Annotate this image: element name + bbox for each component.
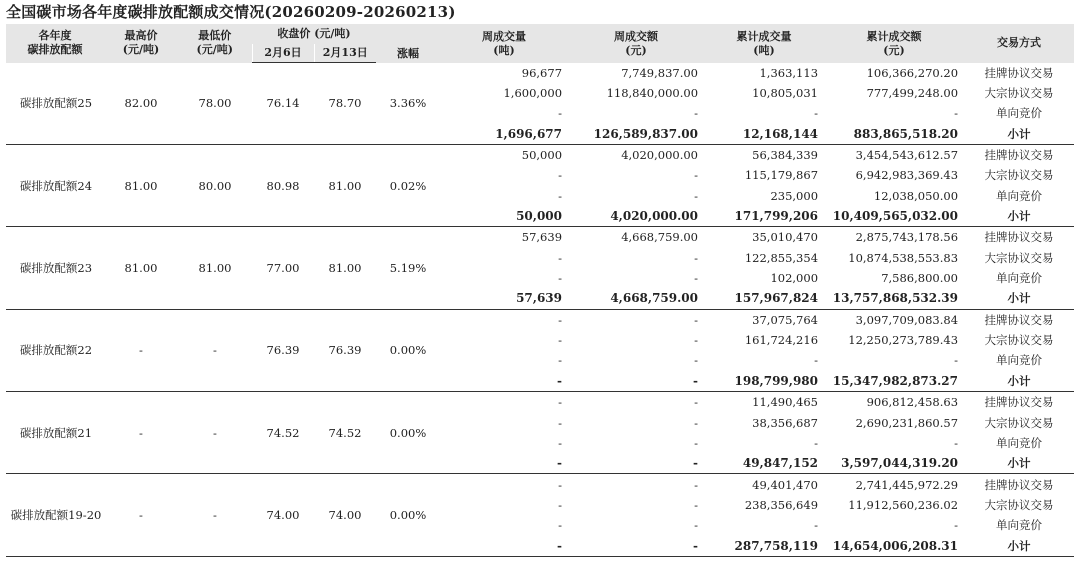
trade-mode: 大宗协议交易: [984, 168, 1054, 183]
high-price: 82.00: [104, 63, 178, 145]
week-volume: -: [558, 312, 563, 327]
cum-amount: 12,038,050.00: [873, 188, 959, 203]
week-amount: 4,020,000.00: [568, 206, 704, 227]
header-change: [376, 24, 440, 63]
close-price-d2: 74.00: [314, 474, 376, 556]
trade-mode: 挂牌协议交易: [984, 148, 1054, 163]
week-volume: -: [440, 535, 568, 556]
price-change: 5.19%: [376, 227, 440, 309]
header-mode: 交易方式: [964, 24, 1074, 63]
cum-amount: 3,597,044,319.20: [824, 453, 964, 474]
cum-volume: -: [814, 518, 819, 533]
trade-mode: 单向竞价: [996, 518, 1043, 533]
trade-mode: 挂牌协议交易: [984, 230, 1054, 245]
header-cum-volume-line2: (吨): [753, 44, 775, 57]
header-name-line1: 各年度: [38, 29, 72, 43]
cum-volume: -: [814, 435, 819, 450]
week-volume: -: [558, 435, 563, 450]
cum-amount: 14,654,006,208.31: [824, 535, 964, 556]
close-price-d1: 74.52: [252, 392, 314, 474]
price-change: 0.00%: [376, 392, 440, 474]
week-amount: -: [568, 453, 704, 474]
cum-volume: 287,758,119: [704, 535, 824, 556]
cum-amount: 906,812,458.63: [866, 395, 959, 410]
week-amount: 4,668,759.00: [568, 288, 704, 309]
cum-volume: 11,490,465: [752, 395, 819, 410]
trade-mode: 小计: [964, 206, 1074, 227]
table-row: [6, 63, 1074, 83]
trade-mode: 单向竞价: [996, 188, 1043, 203]
low-price: 80.00: [178, 144, 252, 226]
header-week-volume: [440, 24, 568, 63]
table-row: [6, 392, 1074, 413]
low-price: -: [178, 309, 252, 391]
header-close: 收盘价 (元/吨): [252, 24, 376, 44]
cum-volume: 1,363,113: [759, 65, 819, 80]
trade-mode: 单向竞价: [996, 353, 1043, 368]
high-price: -: [104, 309, 178, 391]
trade-mode: 挂牌协议交易: [984, 312, 1054, 327]
cum-volume: 56,384,339: [752, 148, 819, 163]
week-amount: -: [694, 395, 699, 410]
cum-volume: 12,168,144: [704, 124, 824, 145]
week-volume: -: [558, 250, 563, 265]
week-volume: -: [558, 168, 563, 183]
page-title: 全国碳市场各年度碳排放配额成交情况(20260209-20260213): [6, 3, 456, 21]
close-price-d2: 81.00: [314, 144, 376, 226]
header-name: [6, 24, 104, 63]
header-low-line2: (元/吨): [196, 43, 233, 57]
cum-volume: 102,000: [770, 271, 819, 286]
week-amount: 126,589,837.00: [568, 124, 704, 145]
week-amount: -: [568, 535, 704, 556]
low-price: 78.00: [178, 63, 252, 145]
price-change: 3.36%: [376, 63, 440, 145]
header-cum-amount-line1: 累计成交额: [866, 30, 922, 43]
header-close-d2: 2月13日: [314, 44, 376, 63]
week-amount: -: [694, 415, 699, 430]
cum-amount: 2,690,231,860.57: [855, 415, 959, 430]
week-volume: -: [558, 333, 563, 348]
header-week-amount: [568, 24, 704, 63]
week-amount: -: [694, 250, 699, 265]
week-amount: -: [694, 518, 699, 533]
cum-amount: -: [954, 353, 959, 368]
cum-amount: 6,942,983,369.43: [855, 168, 959, 183]
cum-volume: 122,855,354: [744, 250, 819, 265]
price-change: 0.02%: [376, 144, 440, 226]
close-price-d1: 76.14: [252, 63, 314, 145]
cum-amount: 10,874,538,553.83: [848, 250, 959, 265]
cum-volume: 238,356,649: [744, 497, 819, 512]
table-row: [6, 309, 1074, 330]
header-cum-volume: [704, 24, 824, 63]
cum-volume: 171,799,206: [704, 206, 824, 227]
header-week-amount-line2: (元): [625, 44, 647, 57]
cum-amount: -: [954, 518, 959, 533]
high-price: -: [104, 392, 178, 474]
cum-volume: 10,805,031: [752, 86, 819, 101]
low-price: 81.00: [178, 227, 252, 309]
trade-mode: 大宗协议交易: [984, 250, 1054, 265]
cum-amount: 11,912,560,236.02: [848, 497, 959, 512]
close-price-d2: 81.00: [314, 227, 376, 309]
week-volume: 57,639: [440, 288, 568, 309]
trade-mode: 大宗协议交易: [984, 86, 1054, 101]
week-volume: 50,000: [521, 148, 563, 163]
cum-volume: 161,724,216: [744, 333, 819, 348]
trade-mode: 小计: [964, 371, 1074, 392]
cum-volume: -: [814, 106, 819, 121]
week-amount: 4,668,759.00: [621, 230, 699, 245]
cum-volume: 35,010,470: [752, 230, 819, 245]
header-change-label: 涨幅: [397, 46, 420, 60]
table-row: [6, 227, 1074, 248]
cum-volume: 38,356,687: [752, 415, 819, 430]
close-price-d2: 78.70: [314, 63, 376, 145]
week-volume: 1,696,677: [440, 124, 568, 145]
week-amount: -: [694, 353, 699, 368]
group-name: 碳排放配额19-20: [6, 474, 104, 556]
week-volume: -: [558, 518, 563, 533]
cum-amount: 3,454,543,612.57: [855, 148, 959, 163]
cum-volume: -: [814, 353, 819, 368]
cum-volume: 157,967,824: [704, 288, 824, 309]
cum-volume: 235,000: [770, 188, 819, 203]
week-volume: 1,600,000: [503, 86, 563, 101]
price-change: 0.00%: [376, 309, 440, 391]
week-amount: -: [694, 333, 699, 348]
week-volume: -: [440, 371, 568, 392]
header-cum-volume-line1: 累计成交量: [736, 30, 792, 43]
trade-mode: 挂牌协议交易: [984, 477, 1054, 492]
week-amount: -: [694, 312, 699, 327]
price-change: 0.00%: [376, 474, 440, 556]
trade-mode: 单向竞价: [996, 271, 1043, 286]
week-volume: -: [558, 188, 563, 203]
week-amount: -: [694, 168, 699, 183]
high-price: 81.00: [104, 227, 178, 309]
cum-amount: 7,586,800.00: [881, 271, 959, 286]
close-price-d1: 74.00: [252, 474, 314, 556]
cum-amount: 883,865,518.20: [824, 124, 964, 145]
group-name: 碳排放配额23: [6, 227, 104, 309]
group-name: 碳排放配额22: [6, 309, 104, 391]
week-amount: -: [568, 371, 704, 392]
group-name: 碳排放配额21: [6, 392, 104, 474]
header-close-d1: 2月6日: [252, 44, 314, 63]
carbon-quota-table: [6, 24, 1074, 557]
week-amount: -: [694, 271, 699, 286]
week-volume: 96,677: [521, 65, 563, 80]
week-volume: -: [558, 497, 563, 512]
trade-mode: 单向竞价: [996, 106, 1043, 121]
trade-mode: 挂牌协议交易: [984, 65, 1054, 80]
header-low: [178, 24, 252, 63]
close-price-d1: 76.39: [252, 309, 314, 391]
cum-amount: 10,409,565,032.00: [824, 206, 964, 227]
trade-mode: 大宗协议交易: [984, 415, 1054, 430]
cum-amount: -: [954, 106, 959, 121]
table-body: [6, 63, 1074, 557]
header-cum-amount-line2: (元): [883, 44, 905, 57]
week-volume: 50,000: [440, 206, 568, 227]
cum-volume: 115,179,867: [744, 168, 819, 183]
header-week-amount-line1: 周成交额: [614, 30, 659, 43]
trade-mode: 挂牌协议交易: [984, 395, 1054, 410]
close-price-d2: 76.39: [314, 309, 376, 391]
header-high-line2: (元/吨): [122, 43, 160, 57]
week-amount: 7,749,837.00: [621, 65, 699, 80]
week-amount: -: [694, 106, 699, 121]
header-high-line1: 最高价: [124, 29, 158, 43]
week-volume: -: [558, 353, 563, 368]
trade-mode: 单向竞价: [996, 435, 1043, 450]
cum-amount: 2,741,445,972.29: [855, 477, 959, 492]
cum-volume: 49,847,152: [704, 453, 824, 474]
header-week-volume-line1: 周成交量: [482, 30, 527, 43]
cum-volume: 49,401,470: [752, 477, 819, 492]
trade-mode: 小计: [964, 288, 1074, 309]
cum-amount: 3,097,709,083.84: [855, 312, 959, 327]
close-price-d1: 77.00: [252, 227, 314, 309]
group-name: 碳排放配额25: [6, 63, 104, 145]
header-cum-amount: [824, 24, 964, 63]
trade-mode: 大宗协议交易: [984, 333, 1054, 348]
trade-mode: 大宗协议交易: [984, 497, 1054, 512]
week-amount: -: [694, 477, 699, 492]
week-amount: -: [694, 497, 699, 512]
cum-amount: 2,875,743,178.56: [855, 230, 959, 245]
high-price: -: [104, 474, 178, 556]
header-name-line2: 碳排放配额: [27, 43, 83, 57]
table-header: [6, 24, 1074, 63]
group-name: 碳排放配额24: [6, 144, 104, 226]
week-amount: 118,840,000.00: [606, 86, 699, 101]
header-week-volume-line2: (吨): [493, 44, 515, 57]
cum-amount: 13,757,868,532.39: [824, 288, 964, 309]
close-price-d2: 74.52: [314, 392, 376, 474]
low-price: -: [178, 474, 252, 556]
week-volume: -: [558, 415, 563, 430]
week-volume: -: [440, 453, 568, 474]
table-row: [6, 474, 1074, 495]
week-volume: 57,639: [521, 230, 563, 245]
header-high: [104, 24, 178, 63]
high-price: 81.00: [104, 144, 178, 226]
week-volume: -: [558, 106, 563, 121]
week-amount: 4,020,000.00: [621, 148, 699, 163]
trade-mode: 小计: [964, 535, 1074, 556]
week-amount: -: [694, 435, 699, 450]
low-price: -: [178, 392, 252, 474]
trade-mode: 小计: [964, 453, 1074, 474]
cum-amount: -: [954, 435, 959, 450]
cum-volume: 198,799,980: [704, 371, 824, 392]
cum-amount: 777,499,248.00: [866, 86, 959, 101]
week-amount: -: [694, 188, 699, 203]
cum-amount: 106,366,270.20: [866, 65, 959, 80]
week-volume: -: [558, 395, 563, 410]
close-price-d1: 80.98: [252, 144, 314, 226]
week-volume: -: [558, 477, 563, 492]
cum-amount: 12,250,273,789.43: [848, 333, 959, 348]
trade-mode: 小计: [964, 124, 1074, 145]
cum-volume: 37,075,764: [752, 312, 819, 327]
cum-amount: 15,347,982,873.27: [824, 371, 964, 392]
table-row: [6, 144, 1074, 165]
header-low-line1: 最低价: [198, 29, 232, 43]
week-volume: -: [558, 271, 563, 286]
